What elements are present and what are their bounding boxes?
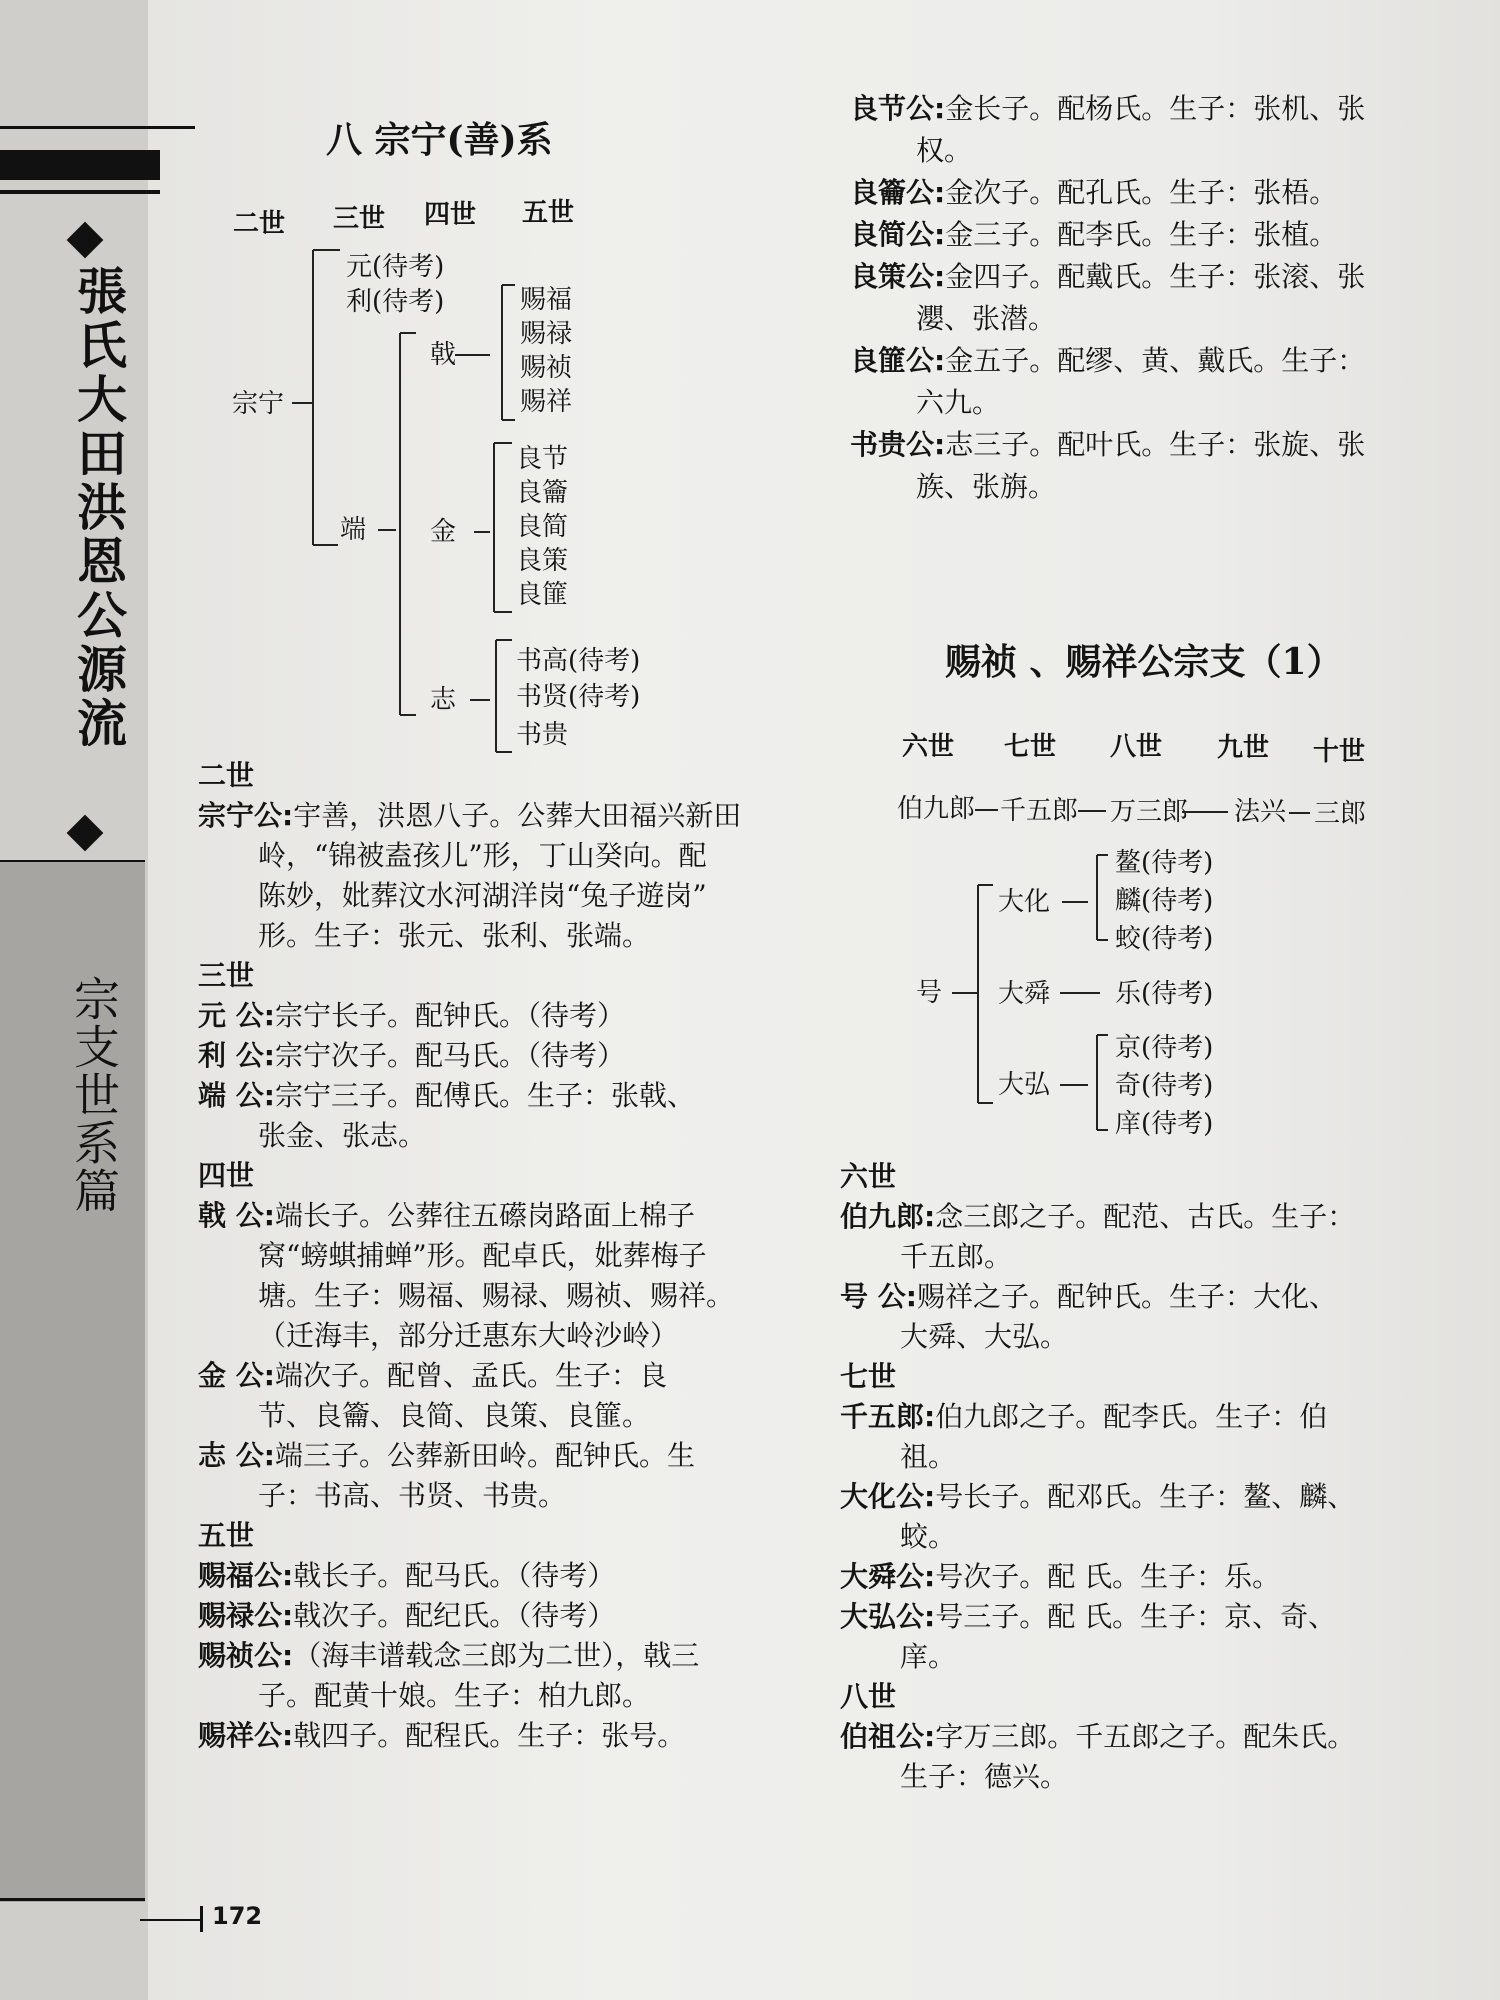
tree-node: 号 — [916, 978, 943, 1008]
entry-name: 良节公: — [850, 92, 946, 125]
genealogy-entry — [198, 1436, 798, 1516]
genealogy-entry — [198, 1636, 798, 1716]
tree-node: 金 — [430, 517, 457, 547]
entry-name: 赐禄公: — [198, 1599, 294, 1632]
entry-name: 良策公: — [850, 260, 946, 293]
tree-node: 书高(待考) — [516, 646, 641, 676]
tree-node: 赐禄 — [520, 319, 573, 349]
tree-node: 鳌(待考) — [1115, 848, 1214, 878]
tree-node: 书贤(待考) — [516, 682, 641, 712]
entry-text: 金次子。配孔氏。生子：张梧。 — [945, 176, 1338, 209]
tree-node: 良籥 — [516, 478, 569, 508]
page-number: 172 — [212, 1902, 263, 1930]
entry-text: 志三子。配叶氏。生子：张旋、张 — [945, 428, 1366, 461]
entry-text: 宗宁三子。配傅氏。生子：张戟、 — [274, 1079, 695, 1112]
entry-text: 字万三郎。千五郎之子。配朱氏。 — [935, 1720, 1356, 1753]
entry-name: 千五郎: — [840, 1400, 936, 1433]
lineage-heading: 赐祯 、赐祥公宗支（1） — [945, 641, 1343, 683]
chain-node: 千五郎 — [1000, 796, 1079, 826]
tree-node: 乐(待考) — [1115, 979, 1214, 1009]
entry-text: 子：书高、书贤、书贵。 — [258, 1479, 567, 1512]
tree-node: 良节 — [516, 444, 569, 474]
entry-name: 金 公: — [198, 1359, 275, 1392]
entry-text: 六九。 — [916, 386, 1001, 419]
entry-text: 端三子。公葬新田岭。配钟氏。生 — [274, 1439, 695, 1472]
genealogy-entry — [840, 1397, 1490, 1477]
tree-generation-label: 三世 — [333, 204, 386, 234]
genealogy-entry — [840, 1477, 1490, 1557]
chain-node: 法兴 — [1234, 797, 1287, 827]
genealogy-entry — [840, 1277, 1490, 1357]
right-entry-list — [840, 1157, 1490, 1797]
entry-text: （迁海丰，部分迁惠东大岭沙岭） — [258, 1319, 679, 1352]
tree-node: 京(待考) — [1115, 1033, 1214, 1063]
entry-name: 伯祖公: — [840, 1720, 936, 1753]
tree-node: 麟(待考) — [1115, 886, 1214, 916]
entry-text: 赐祥之子。配钟氏。生子：大化、 — [916, 1280, 1337, 1313]
entry-name: 赐祯公: — [198, 1639, 294, 1672]
entry-name: 号 公: — [840, 1280, 917, 1313]
entry-text: 号三子。配 氏。生子：京、奇、 — [935, 1600, 1337, 1633]
entry-text: 金三子。配李氏。生子：张植。 — [945, 218, 1338, 251]
entry-text: 金长子。配杨氏。生子：张机、张 — [945, 92, 1366, 125]
generation-section-heading: 七世 — [840, 1360, 897, 1393]
entry-text: 权。 — [916, 134, 973, 167]
entry-text: 戟次子。配纪氏。（待考） — [293, 1599, 616, 1632]
entry-name: 赐祥公: — [198, 1719, 294, 1752]
entry-text: 子。配黄十娘。生子：柏九郎。 — [258, 1679, 651, 1712]
tree-node: 赐祥 — [520, 387, 573, 417]
entry-name: 元 公: — [198, 999, 275, 1032]
genealogy-entry — [840, 1557, 1490, 1597]
tree-node: 大弘 — [998, 1070, 1051, 1100]
entry-name: 大舜公: — [840, 1560, 936, 1593]
entry-text: 张金、张志。 — [258, 1119, 427, 1152]
tree-generation-label: 七世 — [1004, 732, 1057, 762]
sidebar-rule — [0, 1898, 145, 1901]
entry-text: 塘。生子：赐福、赐禄、赐祯、赐祥。 — [258, 1279, 735, 1312]
entry-name: 宗宁公: — [198, 799, 294, 832]
tree-generation-label: 二世 — [233, 209, 286, 239]
genealogy-entry — [840, 1717, 1490, 1797]
tree-node: 大舜 — [998, 979, 1051, 1009]
tree-generation-label: 四世 — [424, 200, 477, 230]
tree-node: 戟 — [430, 340, 457, 370]
tree-node: 蛟(待考) — [1115, 924, 1214, 954]
tree-generation-label: 八世 — [1110, 732, 1163, 762]
genealogy-entry — [198, 1716, 798, 1756]
entry-name: 大弘公: — [840, 1600, 936, 1633]
entry-text: 金四子。配戴氏。生子：张滚、张 — [945, 260, 1366, 293]
entry-name: 良籥公: — [850, 176, 946, 209]
tree-node: 书贵 — [516, 720, 569, 750]
chain-node: 三郎 — [1314, 799, 1367, 829]
entry-text: 生子：德兴。 — [900, 1760, 1069, 1793]
entry-name: 伯九郎: — [840, 1200, 936, 1233]
tree-generation-label: 五世 — [522, 198, 575, 228]
entry-text: 大舜、大弘。 — [900, 1320, 1069, 1353]
entry-name: 戟 公: — [198, 1199, 275, 1232]
entry-text: 族、张旃。 — [916, 470, 1057, 503]
chain-node: 伯九郎 — [897, 794, 976, 824]
tree-node: 元(待考) — [346, 252, 445, 282]
entry-name: 良篚公: — [850, 344, 946, 377]
tree-node: 赐祯 — [520, 353, 573, 383]
entry-text: 端次子。配曾、孟氏。生子：良 — [274, 1359, 667, 1392]
entry-name: 赐福公: — [198, 1559, 294, 1592]
entry-text: 戟四子。配程氏。生子：张号。 — [293, 1719, 686, 1752]
generation-section-heading: 五世 — [198, 1519, 255, 1552]
entry-text: 祖。 — [900, 1440, 957, 1473]
entry-text: 念三郎之子。配范、古氏。生子： — [935, 1200, 1356, 1233]
genealogy-entry — [840, 1197, 1490, 1277]
entry-text: 节、良籥、良简、良策、良篚。 — [258, 1399, 651, 1432]
generation-section-heading: 四世 — [198, 1159, 255, 1192]
entry-name: 利 公: — [198, 1039, 275, 1072]
tree-node: 良策 — [516, 546, 569, 576]
generation-section-heading: 六世 — [840, 1160, 897, 1193]
entry-text: 伯九郎之子。配李氏。生子：伯 — [935, 1400, 1328, 1433]
genealogy-entry — [840, 1597, 1490, 1677]
chain-node: 万三郎 — [1110, 797, 1189, 827]
genealogy-entry — [198, 1596, 798, 1636]
genealogy-entry — [198, 1556, 798, 1596]
tree-node: 赐福 — [520, 285, 573, 315]
entry-text: 宗宁长子。配钟氏。（待考） — [274, 999, 625, 1032]
book-title-vertical: 張氏大田洪恩公源流 — [69, 265, 128, 751]
tree-generation-label: 十世 — [1313, 737, 1366, 767]
entry-text: 陈妙，妣葬汶水河湖洋岗“兔子遊岗” — [258, 879, 707, 912]
entry-name: 端 公: — [198, 1079, 275, 1112]
generation-section-heading: 二世 — [198, 759, 255, 792]
entry-text: 号长子。配邓氏。生子：鳌、麟、 — [935, 1480, 1356, 1513]
page-number-bar — [200, 1906, 203, 1932]
entry-text: 千五郎。 — [900, 1240, 1013, 1273]
entry-text: 号次子。配 氏。生子：乐。 — [935, 1560, 1281, 1593]
entry-text: 宗宁次子。配马氏。（待考） — [274, 1039, 625, 1072]
tree-node: 利(待考) — [346, 287, 445, 317]
tree-node: 大化 — [998, 887, 1051, 917]
tree-node: 良篚 — [516, 580, 569, 610]
entry-text: 端长子。公葬往五礤岗路面上棉子 — [274, 1199, 695, 1232]
entry-text: 庠。 — [900, 1640, 957, 1673]
entry-text: 窝“螃蜞捕蝉”形。配卓氏，妣葬梅子 — [258, 1239, 707, 1272]
entry-text: 戟长子。配马氏。（待考） — [293, 1559, 616, 1592]
page-number-rule — [140, 1919, 200, 1921]
tree-node: 奇(待考) — [1115, 1071, 1214, 1101]
entry-name: 大化公: — [840, 1480, 936, 1513]
entry-text: 形。生子：张元、张利、张端。 — [258, 919, 651, 952]
entry-text: 瀴、张潜。 — [916, 302, 1057, 335]
entry-name: 书贵公: — [850, 428, 946, 461]
tree-node: 庠(待考) — [1115, 1109, 1214, 1139]
entry-text: 岭，“锦被盍孩儿”形，丁山癸向。配 — [258, 839, 707, 872]
entry-text: 金五子。配缪、黄、戴氏。生子： — [945, 344, 1366, 377]
tree-generation-label: 六世 — [902, 732, 955, 762]
tree-node: 志 — [430, 685, 457, 715]
genealogy-entry — [198, 1356, 798, 1436]
tree-node: 宗宁 — [232, 389, 285, 419]
entry-text: 蛟。 — [900, 1520, 957, 1553]
entry-text: 宇善，洪恩八子。公葬大田福兴新田 — [293, 799, 742, 832]
section-title-vertical: 宗支世系篇 — [67, 975, 121, 1215]
entry-text: （海丰谱载念三郎为二世），戟三 — [293, 1639, 700, 1672]
genealogy-entry — [198, 1196, 798, 1356]
lineage-heading: 八 宗宁(善)系 — [326, 119, 553, 161]
entry-name: 志 公: — [198, 1439, 275, 1472]
tree-node: 良简 — [516, 512, 569, 542]
entry-name: 良简公: — [850, 218, 946, 251]
tree-generation-label: 九世 — [1217, 733, 1270, 763]
tree-node: 端 — [340, 515, 367, 545]
generation-section-heading: 八世 — [840, 1680, 897, 1713]
generation-section-heading: 三世 — [198, 959, 255, 992]
